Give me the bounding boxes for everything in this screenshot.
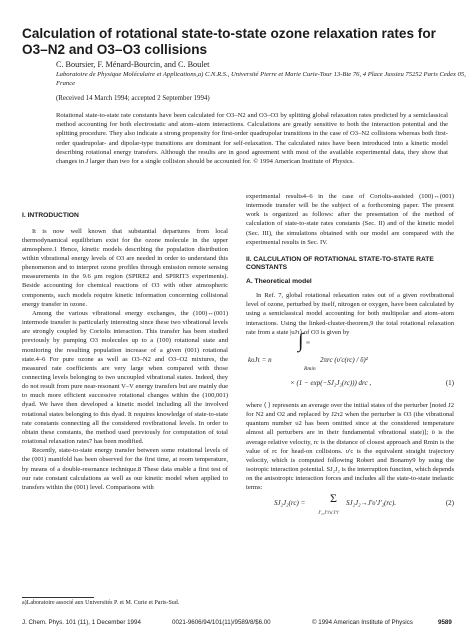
intro-paragraph: It is now well known that substantial departures from local thermodynamical equilibrium exist for the ozone molecule in the upper atmosphere.1 Hence, kinetic models describing the population distribution within vibrational energy levels of O3 are needed in order to understand this phenomenon and to interpret ozone profiles through emission remote sensing measurements in the 9.6 μm region (SPIRE2 and SPIRIT3 experiments). Beside accounting for chemical reactions of O3 with other atmospheric components, such models require kinetic information concerning collisional energy transfer in ozone.: [22, 227, 228, 308]
received-dates: (Received 14 March 1994; accepted 2 September 1994): [56, 95, 210, 102]
integral-lower-limit: Rmin: [304, 365, 316, 372]
section-heading-introduction: I. INTRODUCTION: [22, 212, 79, 219]
right-column: [246, 192, 454, 521]
journal-citation: J. Chem. Phys. 101 (11), 1 December 1994: [22, 619, 141, 626]
summation-sign: Σ: [330, 491, 337, 506]
summation-subscript: J′₂,J′τ′υ′J′τ′: [318, 511, 340, 517]
copyright-notice: © 1994 American Institute of Physics: [312, 619, 413, 626]
equation-2-lhs: SJ₂J₂(rc) =: [274, 499, 306, 508]
equation-1-lhs: kυJτ = n: [248, 355, 272, 364]
equation-1-second-line: × (1 − exp(−SJ₂J₂(rc))) drc ,: [290, 378, 372, 387]
subsection-heading-theoretical-model: A. Theoretical model: [246, 277, 312, 285]
footnote-divider: [22, 597, 94, 598]
intro-paragraph: Among the various vibrational energy exchanges, the (100)↔(001) intermode transfer is particularly interesting since these two vibrational levels are strongly coupled by Coriolis interaction. This transfer has been studied previously by pumping O3 molecules up to a (100) rotational state and monitoring the resulting population increase of a given (001) rotational state.4–6 For pure ozone as well as O3–N2 and O3–O2 mixtures, the measured rate coefficients are very large when compared with those connecting levels belonging to two uncoupled vibrational states. Indeed, they do not result from pure near-resonant V–V energy transfers but are mainly due to much more efficient successive rotational changes within the (100,001) dyad. We have then developed a kinetic model including all the involved rotational states belonging to this dyad. It requires knowledge of state-to-state rate constants connecting all the considered rovibrational levels. In order to obtain these constants, the method used previously for computation of total rotational relaxation rates7 has been modified.: [22, 309, 228, 446]
affiliation: Laboratoire de Physique Moléculaire et Applications,a) C.N.R.S., Université Pierre et Marie Curie-Tour 13-Bte 76, 4 Place Jussieu 75252 Paris Cedex 05, France: [56, 71, 466, 87]
page-number: 9589: [438, 619, 452, 626]
intro-paragraph: Recently, state-to-state energy transfer between some rotational levels of the (001) manifold has been observed for the first time, at room temperature, by means of a double-resonance technique.8 These data enable a first test of our rate constant calculations as well as our kinetic model when applied to transfers within the (001) level. Comparisons with: [22, 447, 228, 491]
author-list: C. Boursier, F. Ménard-Bourcin, and C. Boulet: [56, 60, 210, 69]
article-code: 0021-9606/94/101(11)/9589/8/$6.00: [172, 619, 271, 626]
equation-2-rhs: SJ₂J₂→J′υ′J′₂(rc).: [346, 499, 397, 508]
theory-paragraph: where ⟨ ⟩ represents an average over the initial states of the perturber [noted J2 for N2 and O2 and replaced by J2τ2 when the perturber is O3 (the vibrational quantum number υ2 has been omitted since at the considered temperature almost all perturbers are in their fundamental vibrational state)]; ῡ is the average relative velocity, rc is the distance of closest approach and Rmin is the value of rc for head-on collisions. υ′c is the equivalent straight trajectory velocity, which is computed following Robert and Bonamy9 by using the isotropic interaction potential. SJ₂J₂ is the interruption function, which depends on the anisotropic interaction forces and includes all the state-to-state inelastic terms:: [246, 401, 454, 492]
equation-1-integrand: 2πrc (υ′c(rc) / ῡ)²: [320, 355, 368, 364]
intro-continuation: experimental results4–6 in the case of Coriolis-assisted (100)↔(001) intermode transfer will be the subject of a forthcoming paper. The present work is organized as follows: after the presentation of the method of calculation of state-to-state rates constants (Sec. II) and of the kinetic model (Sec. III), the simulations obtained with our model are compared with the experimental results in Sec. IV.: [246, 193, 454, 246]
abstract: Rotational state-to-state rate constants have been calculated for O3–N2 and O3–O3 by splitting global relaxation rates predicted by a semiclassical method accounting for both electrostatic and atom–atom interactions. Calculations are greatly sensitive to both the interaction potential and the splitting procedure. They also indicate a strong propensity for first-order quadrupolar transitions in the case of O3–N2 collisions whereas both first-order quadrupolar- and dipolar-type transitions are dominant for self-relaxation. The calculated rates have been introduced into a kinetic model describing rotational energy transfers. Although the results are in good agreement with most of the available experimental data, they show that changes in J larger than two for a single collision should be accounted for. © 1994 American Institute of Physics.: [56, 112, 448, 166]
footnote: a)Laboratoire associé aux Universités P. et M. Curie et Paris-Sud.: [22, 600, 180, 606]
equation-1: [246, 329, 454, 399]
theory-paragraph: In Ref. 7, global rotational relaxation rates out of a given rovibrational level of ozone, perturbed by itself, nitrogen or oxygen, have been calculated by using a semiclassical model accounting for both multipolar and atom–atom interactions. Using the linked-cluster-theorem,9 the total rotational relaxation rate from a state |υJτ⟩ of O3 is given by: [246, 292, 454, 336]
integral-sign: ∫: [298, 329, 304, 352]
equation-2: [246, 491, 454, 518]
integral-upper-limit: ∞: [306, 339, 310, 346]
equation-2-number: (2): [445, 499, 454, 508]
section-heading-calculation: II. CALCULATION OF ROTATIONAL STATE-TO-STATE RATE CONSTANTS: [246, 255, 434, 272]
left-column: [22, 208, 228, 492]
equation-1-number: (1): [445, 378, 454, 387]
article-title: Calculation of rotational state-to-state ozone relaxation rates for O3–N2 and O3–O3 collisions: [22, 26, 436, 57]
